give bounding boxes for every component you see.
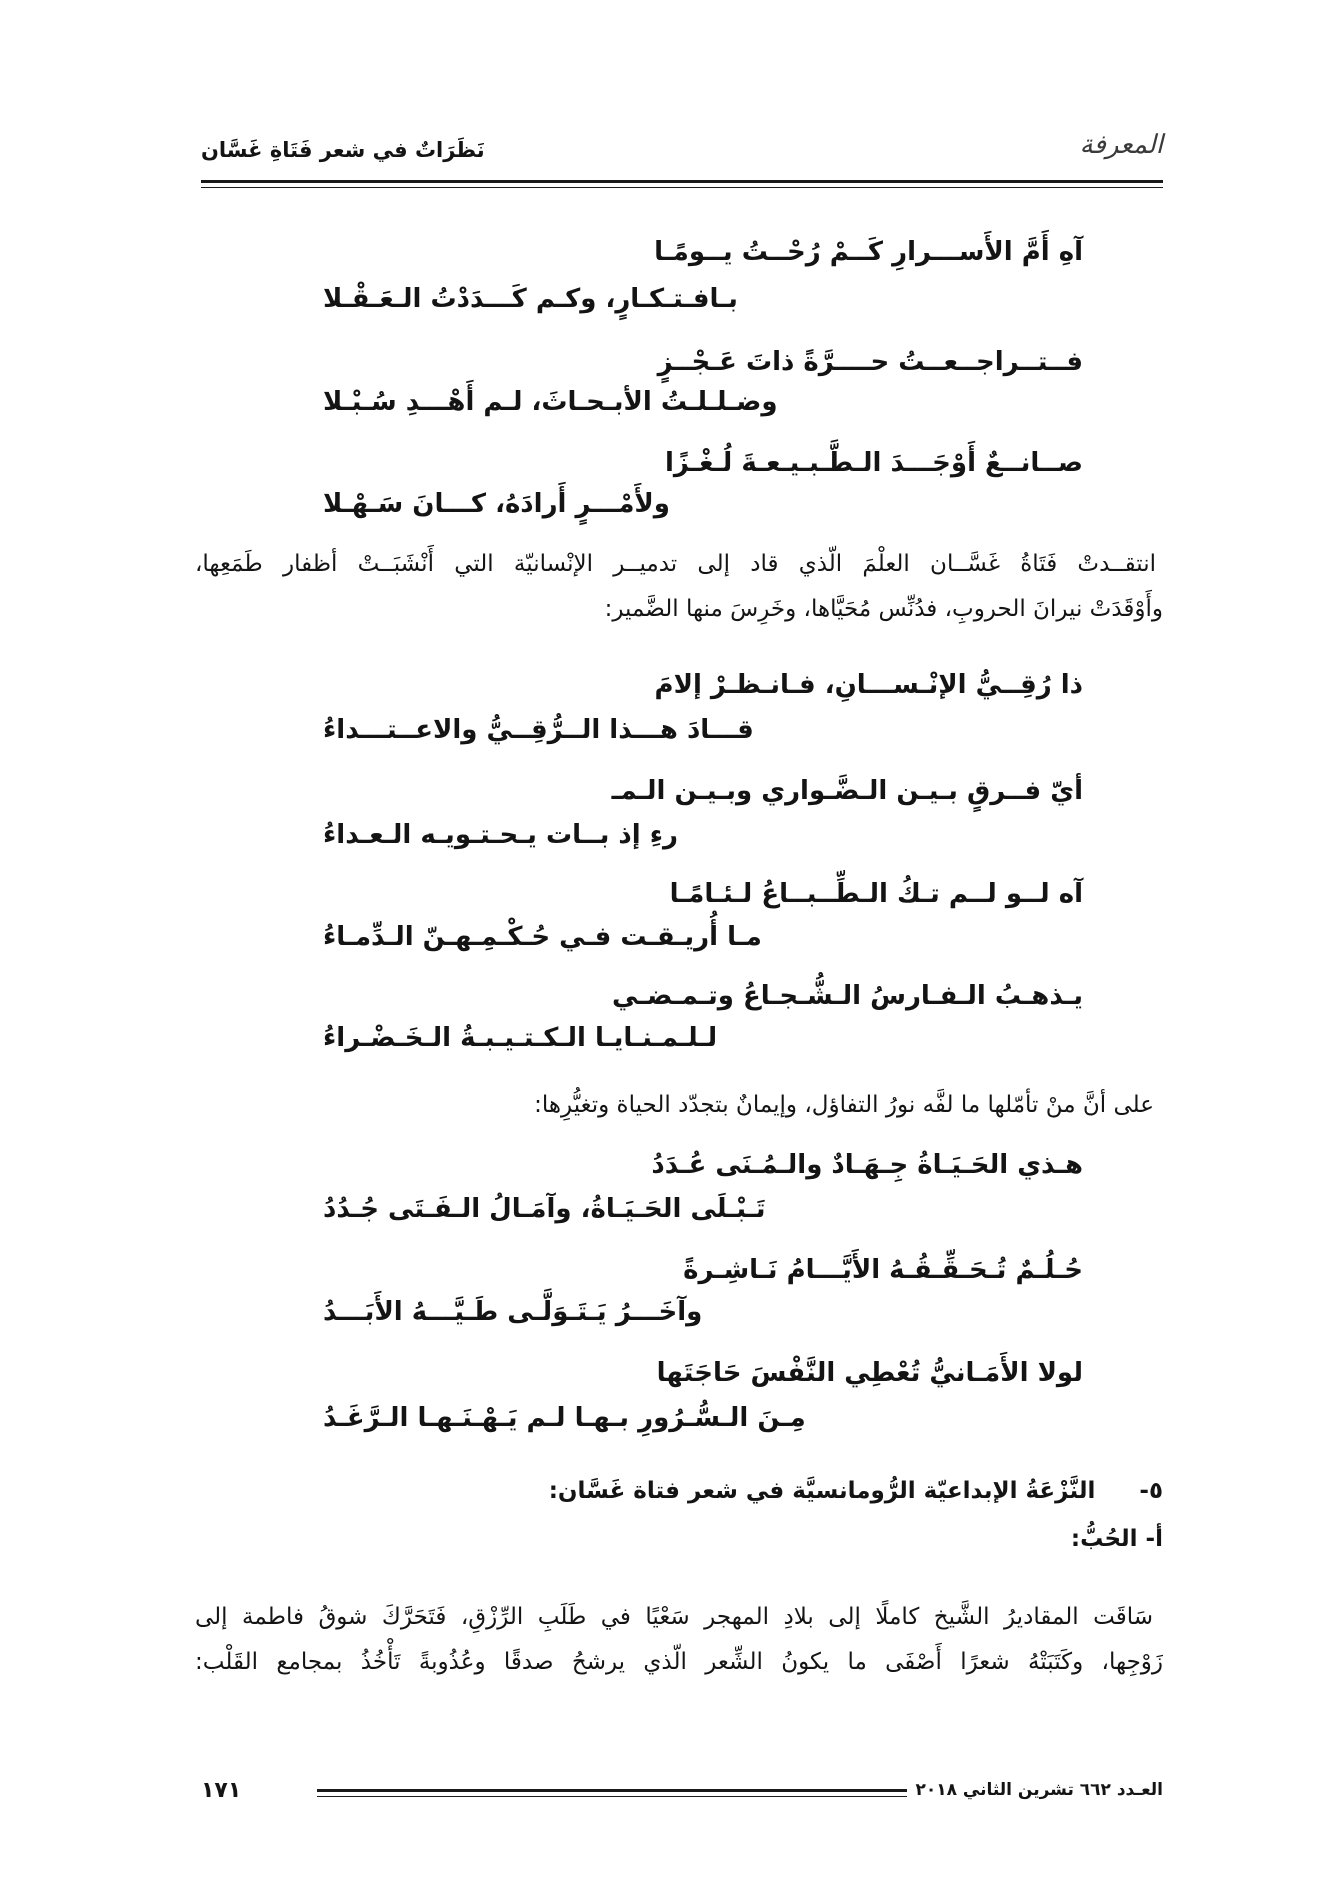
- footer-rule-thick: [317, 1789, 907, 1792]
- journal-logo: المعرفة: [1079, 130, 1163, 160]
- poem-verse-first-half: يـذهـبُ الـفـارسُ الـشُّـجـاعُ وتـمـضـي: [611, 981, 1083, 1011]
- poem-verse-first-half: صــانــعٌ أَوْجَـــدَ الـطَّـبـيـعـةَ لُـغْـزًا: [664, 448, 1083, 478]
- header-rule-thin: [201, 187, 1163, 188]
- poem-verse-first-half: هـذي الحَـيَـاةُ جِـهَـادٌ والـمُـنَى عُـدَدُ: [651, 1150, 1083, 1180]
- paragraph-line: وأَوْقَدَتْ نيرانَ الحروبِ، فدُنِّس مُحَيَّاها، وخَرِسَ منها الضَّمير:: [604, 596, 1163, 622]
- section-title: النَّزْعَةُ الإبداعيّة الرُّومانسيَّة في شعر فتاة غَسَّان:: [548, 1478, 1096, 1504]
- subsection-heading: أ- الحُبُّ:: [1070, 1526, 1163, 1552]
- section-heading: [549, 1476, 1163, 1506]
- poem-verse-second-half: وآخَـــرُ يَـتَـوَلَّـى طَـيَّـــهُ الأَبَـــدُ: [323, 1297, 703, 1327]
- poem-verse-second-half: بـافـتـكـارٍ، وكـم كَـــدَدْتُ الـعَـقْـلا: [323, 284, 738, 314]
- section-number: ٥-: [1139, 1478, 1163, 1504]
- running-title: نَظَرَاتٌ في شعر فَتَاةِ غَسَّان: [201, 138, 485, 162]
- poem-verse-second-half: ولأَمْـــرٍ أَرادَهُ، كـــانَ سَـهْـلا: [323, 489, 670, 519]
- page-number: ١٧١: [201, 1778, 242, 1803]
- poem-verse-first-half: حُـلُـمٌ تُـحَـقِّـقُـهُ الأَيَّـــامُ نَـاشِـرةً: [683, 1255, 1083, 1285]
- poem-verse-second-half: قـــادَ هـــذا الــرُّقِــيُّ والاعــتـــداءُ: [323, 715, 754, 745]
- poem-verse-second-half: وضـلـلـتُ الأبـحـاثَ، لـم أَهْـــدِ سُـبْـلا: [323, 387, 778, 417]
- footer-rule-thin: [317, 1796, 907, 1797]
- paragraph-line: زَوْجِها، وكَتَبَتْهُ شعرًا أَصْفَى ما يكونُ الشِّعر الّذي يرشحُ صدقًا وعُذُوبةً تَأْخُذُ بمجامع القَلْب:: [195, 1649, 1163, 1675]
- poem-verse-second-half: مـا أُريـقـت فـي حُـكْـمِـهـنّ الـدِّمـاءُ: [323, 922, 762, 952]
- paragraph-line: سَاقَت المقاديرُ الشَّيخ كاملًا إلى بلادِ المهجر سَعْيًا في طَلَبِ الرِّزْقِ، فَتَحَرَّكَ شوقُ فاطمة إلى: [195, 1604, 1153, 1630]
- poem-verse-first-half: فــتــراجــعــتُ حــــرَّةً ذاتَ عَـجْــزٍ: [657, 347, 1083, 377]
- poem-verse-first-half: آهِ أَمَّ الأَســـرارِ كَــمْ رُحْــتُ يــومًـا: [654, 237, 1083, 267]
- poem-verse-first-half: أيّ فــرقٍ بـيـن الـضَّـواري وبـيـن الـمـ: [611, 776, 1083, 806]
- paragraph-line: على أنَّ منْ تأمّلها ما لفَّه نورُ التفاؤل، وإيمانٌ بتجدّد الحياة وتغيُّرِها:: [534, 1092, 1154, 1118]
- issue-info: العـدد ٦٦٢ تشرين الثاني ٢٠١٨: [915, 1780, 1163, 1800]
- poem-verse-first-half: آه لــو لــم تـكُ الـطِّــبــاعُ لـئـامًـا: [669, 879, 1083, 909]
- poem-verse-second-half: لـلـمـنـايـا الـكـتـيـبـةُ الـخَـضْـراءُ: [323, 1023, 718, 1053]
- paragraph-line: انتقــدتْ فَتَاةُ غَسَّــان العلْمَ الّذي قاد إلى تدميــر الإنْسانيّة التي أَنْشَبَــتْ أظفار طَمَعِها،: [195, 551, 1156, 577]
- header-rule-thick: [201, 180, 1163, 183]
- poem-verse-first-half: ذا رُقِــيُّ الإنْـســـانِ، فـانـظـرْ إلامَ: [654, 670, 1083, 700]
- poem-verse-second-half: مِـنَ الـسُّـرُورِ بـهـا لـم يَـهْـنَـهـا الـرَّغَـدُ: [323, 1403, 806, 1433]
- poem-verse-second-half: رءِ إذ بــات يـحـتـويـه الـعـداءُ: [323, 820, 678, 850]
- poem-verse-second-half: تَـبْـلَى الحَـيَـاةُ، وآمَـالُ الـفَـتَى جُـدُدُ: [323, 1194, 766, 1224]
- poem-verse-first-half: لولا الأَمَـانيُّ تُعْطِي النَّفْسَ حَاجَتَها: [656, 1358, 1083, 1388]
